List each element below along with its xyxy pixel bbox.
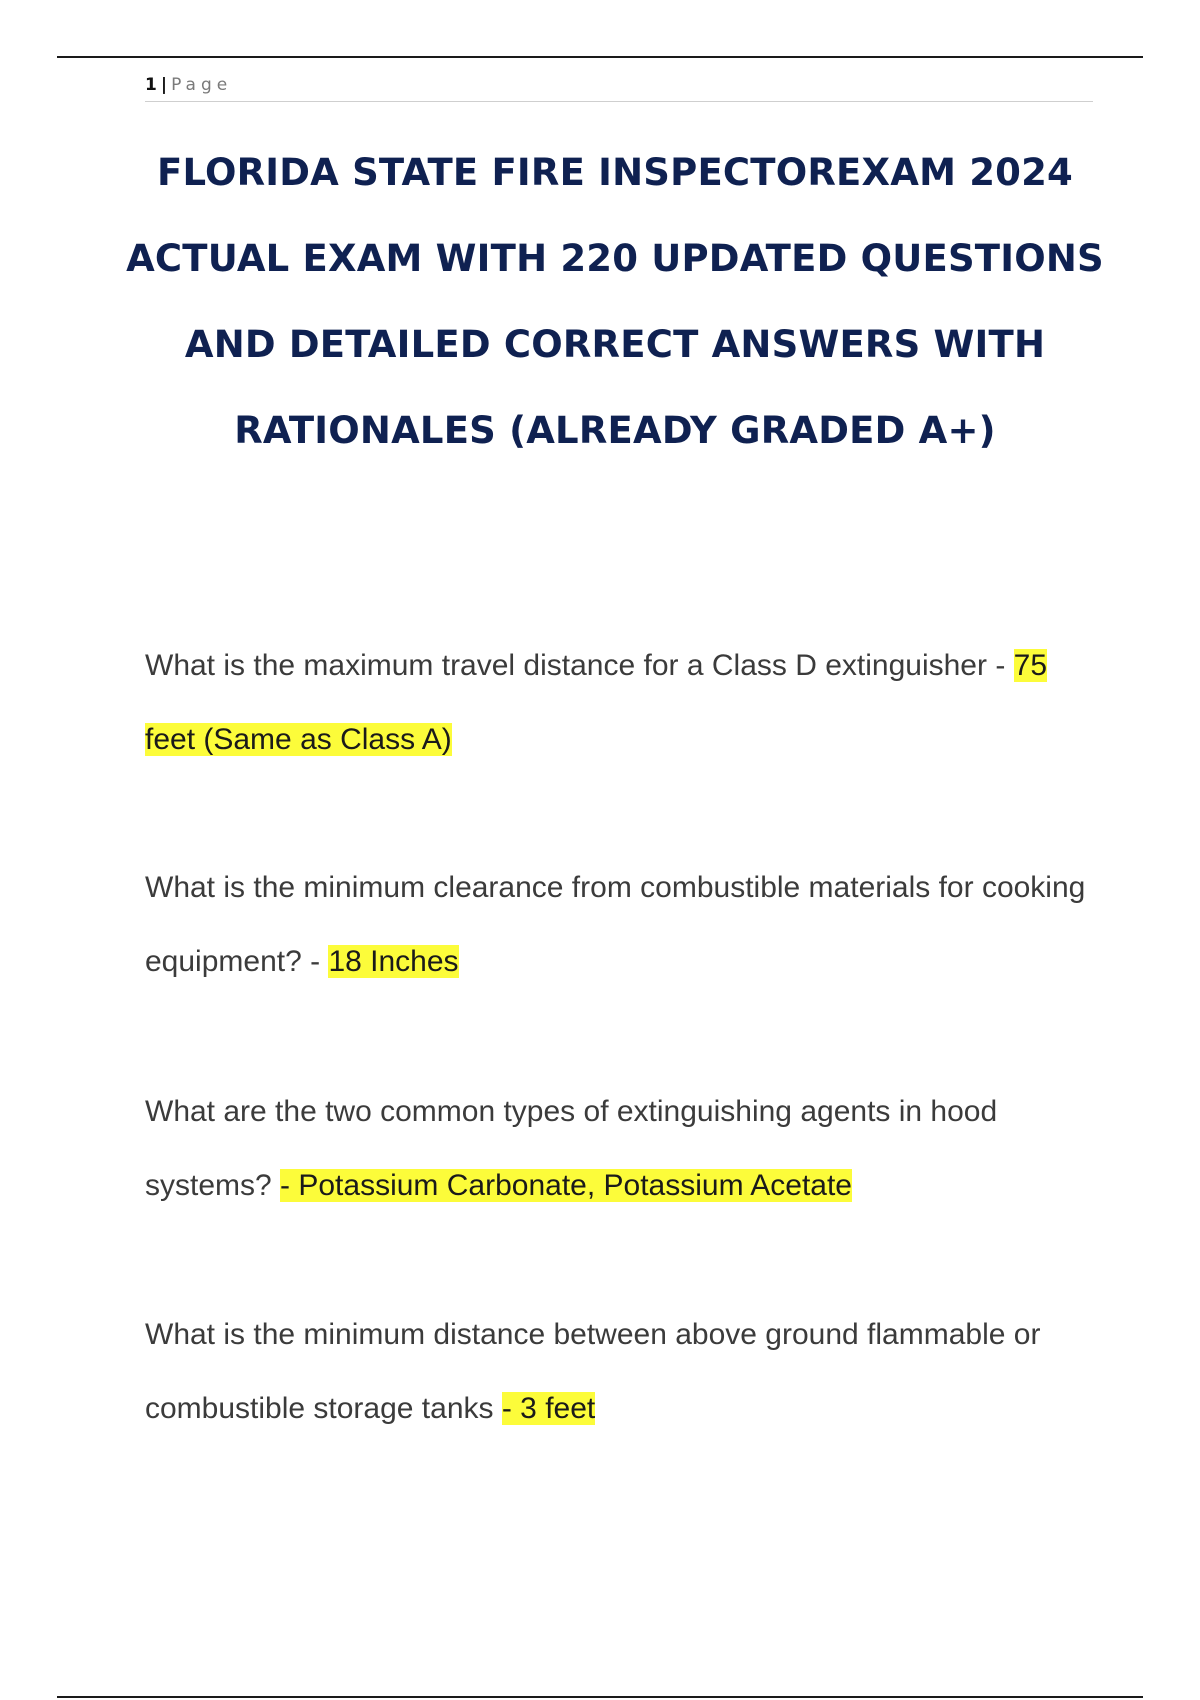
answer-highlight: - Potassium Carbonate, Potassium Acetate bbox=[280, 1169, 852, 1202]
qa-item bbox=[145, 1075, 1105, 1223]
answer-highlight: - 3 feet bbox=[501, 1392, 596, 1425]
bottom-rule bbox=[57, 1696, 1143, 1698]
answer-highlight: 18 Inches bbox=[328, 945, 459, 978]
page-separator: | bbox=[160, 75, 168, 95]
qa-item bbox=[145, 851, 1105, 999]
page-number: 1 bbox=[145, 75, 157, 95]
page-header bbox=[145, 74, 1093, 102]
question-text: What is the maximum travel distance for a Class D extinguisher - bbox=[145, 649, 1014, 682]
question-text: What is the minimum distance between above ground flammable or combustible storage tanks bbox=[145, 1318, 1041, 1425]
page-label: Page bbox=[171, 75, 233, 95]
document-title: FLORIDA STATE FIRE INSPECTOREXAM 2024 ACTUAL EXAM WITH 220 UPDATED QUESTIONS AND DETAILED CORRECT ANSWERS WITH RATIONALES (ALREADY GRADED A+) bbox=[126, 151, 1104, 452]
question-text: What is the minimum clearance from combustible materials for cooking equipment? - bbox=[145, 871, 1086, 978]
top-rule bbox=[57, 56, 1143, 58]
answer-highlight: 75 feet (Same as Class A) bbox=[145, 649, 1048, 756]
qa-item bbox=[145, 629, 1105, 777]
qa-item bbox=[145, 1298, 1105, 1446]
question-text: What are the two common types of extinguishing agents in hood systems? bbox=[145, 1095, 998, 1202]
